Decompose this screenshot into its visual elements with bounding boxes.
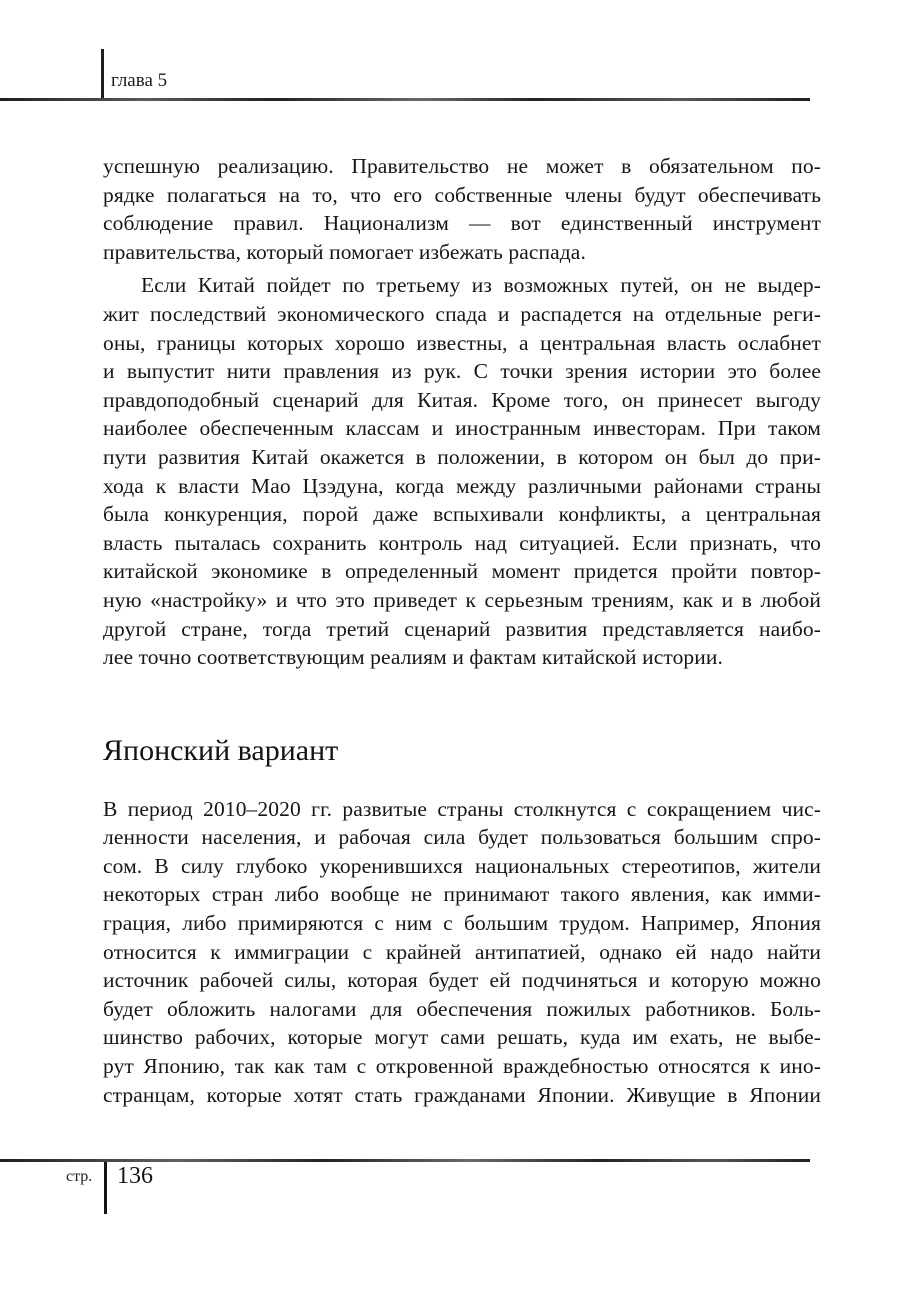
section-heading: Японский вариант	[103, 733, 339, 767]
paragraph-japan-variant	[103, 795, 821, 1110]
header-horizontal-rule	[0, 98, 810, 101]
text-line: успешную реализацию. Правительство не может в обязательном по-	[103, 154, 821, 178]
text-line: некоторых стран либо вообще не принимают такого явления, как имми-	[103, 882, 821, 907]
text-line: рут Японию, так как там с откровенной враждебностью относятся к ино-	[103, 1054, 821, 1079]
text-line: соблюдение правил. Национализм — вот единственный инструмент	[103, 211, 821, 236]
text-line: странцам, которые хотят стать гражданами Японии. Живущие в Японии	[103, 1082, 821, 1107]
paragraph-china-third-path	[103, 271, 821, 671]
text-line: и выпустит нити правления из рук. С точки зрения истории это более	[103, 359, 821, 384]
footer-horizontal-rule	[0, 1159, 810, 1162]
header-vertical-rule	[101, 49, 104, 101]
text-line: власть пыталась сохранить контроль над ситуацией. Если признать, что	[103, 530, 821, 555]
text-line: ную «настройку» и что это приведет к серьезным трениям, как и в любой	[103, 587, 821, 612]
text-line: будет обложить налогами для обеспечения пожилых работников. Боль-	[103, 996, 821, 1021]
footer-vertical-rule	[104, 1162, 107, 1214]
page-text-block	[103, 152, 821, 1109]
text-line: относится к иммиграции с крайней антипатией, однако ей надо найти	[103, 939, 821, 964]
text-line: другой стране, тогда третий сценарий развития представляется наибо-	[103, 616, 821, 641]
text-line: наиболее обеспеченным классам и иностранным инвесторам. При таком	[103, 416, 821, 441]
text-line: хода к власти Мао Цзэдуна, когда между различными районами страны	[103, 473, 821, 498]
chapter-label: глава 5	[111, 70, 168, 91]
text-line: грация, либо примиряются с ним с большим трудом. Например, Япония	[103, 911, 821, 936]
text-line: пути развития Китай окажется в положении, в котором он был до при-	[103, 444, 821, 469]
text-line: сом. В силу глубоко укоренившихся национальных стереотипов, жители	[103, 853, 821, 878]
text-line: В период 2010–2020 гг. развитые страны столкнутся с сокращением чис-	[103, 796, 821, 821]
text-line: жит последствий экономического спада и распадется на отдельные реги-	[103, 301, 821, 326]
page-number: 136	[117, 1163, 153, 1189]
text-line: правительства, который помогает избежать распада.	[103, 239, 586, 264]
text-line: правдоподобный сценарий для Китая. Кроме того, он принесет выгоду	[103, 387, 821, 412]
text-line: шинство рабочих, которые могут сами решать, куда им ехать, не выбе-	[103, 1025, 821, 1050]
text-line: оны, границы которых хорошо известны, а центральная власть ослабнет	[103, 330, 821, 355]
text-line: Если Китай пойдет по третьему из возможных путей, он не выдер-	[141, 273, 821, 298]
footer-page-label: стр.	[66, 1168, 93, 1185]
text-line: рядке полагаться на то, что его собственные члены будут обеспечивать	[103, 182, 821, 207]
text-line: была конкуренция, порой даже вспыхивали конфликты, а центральная	[103, 502, 821, 527]
text-line: лее точно соответствующим реалиям и фактам китайской истории.	[103, 645, 723, 670]
text-line: источник рабочей силы, которая будет ей подчиняться и которую можно	[103, 968, 821, 993]
text-line: китайской экономике в определенный момент придется пройти повтор-	[103, 559, 821, 584]
text-line: ленности населения, и рабочая сила будет пользоваться большим спро-	[103, 825, 821, 850]
paragraph-china-government	[103, 152, 821, 266]
